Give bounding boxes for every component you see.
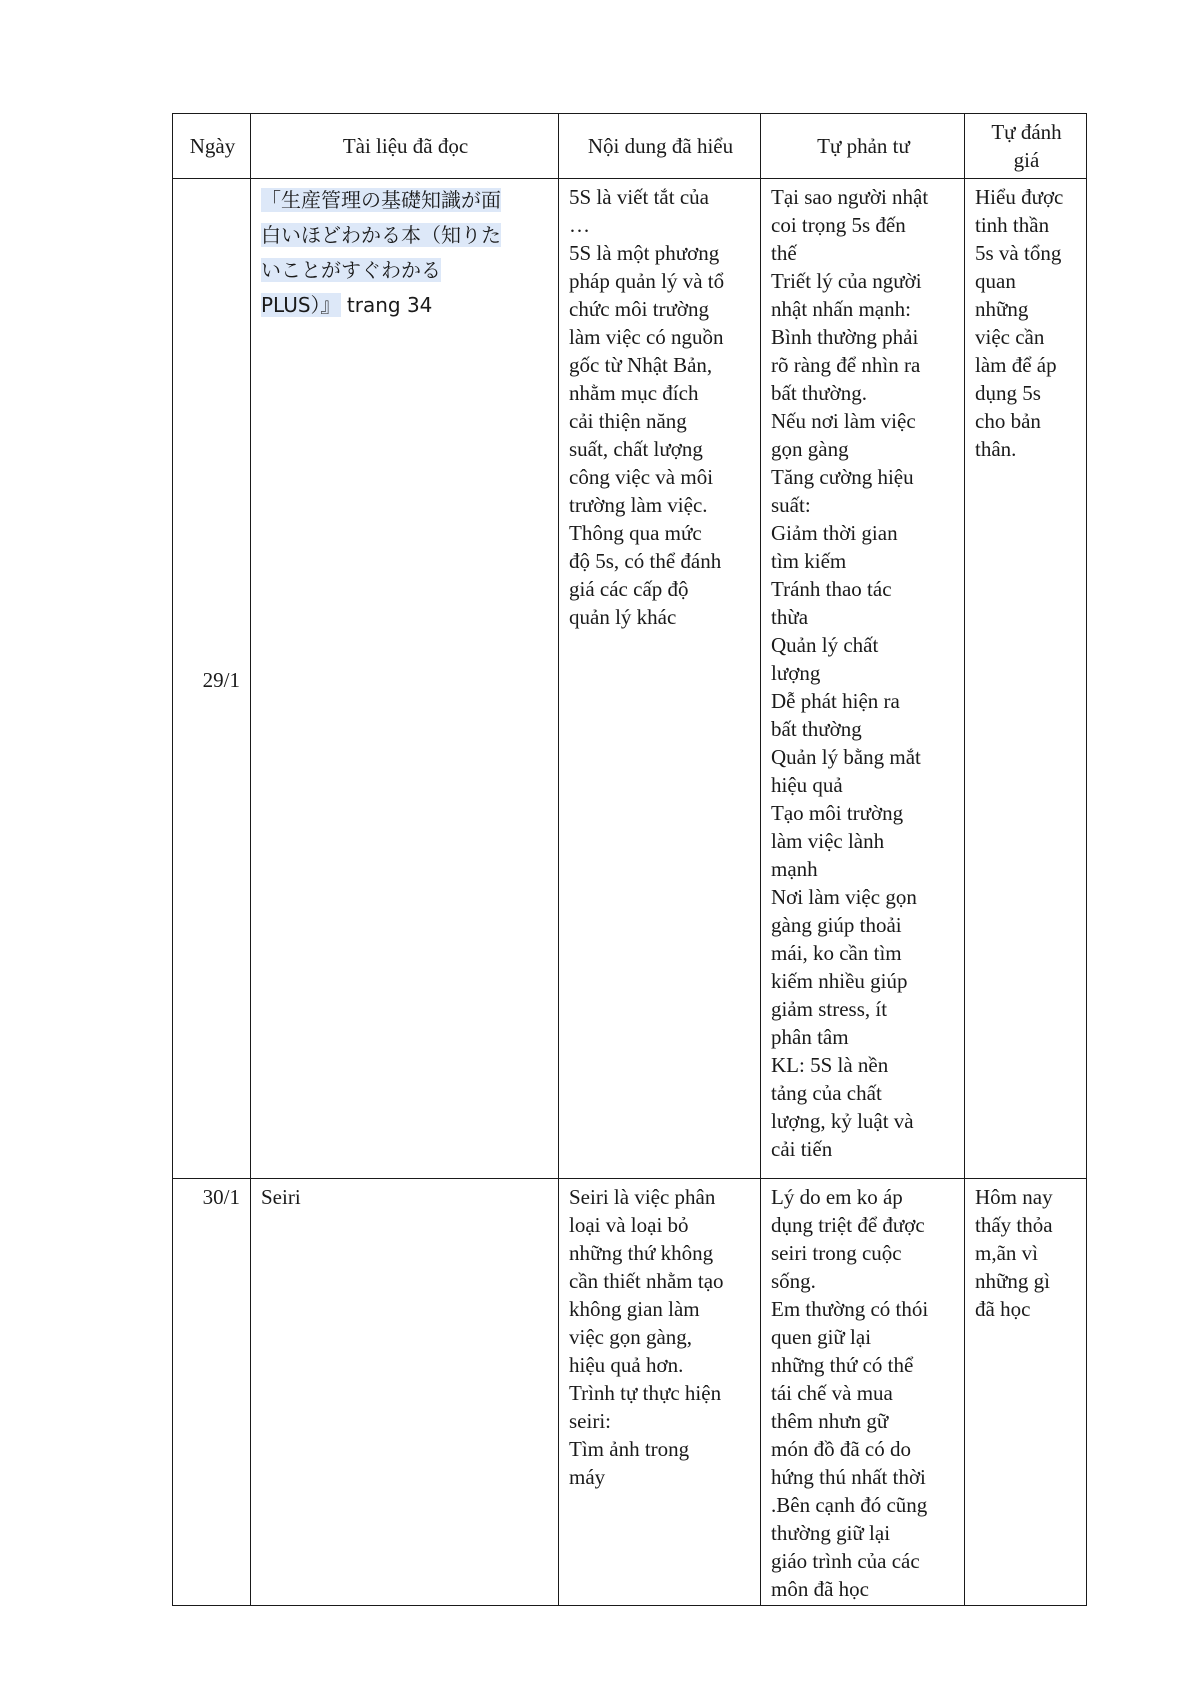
header-material: Tài liệu đã đọc xyxy=(251,114,559,179)
text-line: suất: xyxy=(771,493,811,517)
text-line: Nếu nơi làm việc xyxy=(771,409,916,433)
text-line: Bình thường phải xyxy=(771,325,919,349)
text-line: hiệu quả hơn. xyxy=(569,1353,684,1377)
text-line: lượng, kỷ luật và xyxy=(771,1109,914,1133)
text-line: làm việc có nguồn xyxy=(569,325,724,349)
text-line: thấy thỏa xyxy=(975,1213,1053,1237)
text-line: Tại sao người nhật xyxy=(771,185,929,209)
text-line: m,ãn vì xyxy=(975,1241,1038,1265)
text-line: Dễ phát hiện ra xyxy=(771,689,900,713)
text-line: seiri: xyxy=(569,1409,611,1433)
text-line: Tránh thao tác xyxy=(771,577,892,601)
header-evaluation-line-1: Tự đánh xyxy=(991,120,1062,144)
text-line: mái, ko cần tìm xyxy=(771,941,902,965)
header-date: Ngày xyxy=(173,114,251,179)
text-line: … xyxy=(569,213,590,237)
text-line: Trình tự thực hiện xyxy=(569,1381,722,1405)
table-row xyxy=(173,179,1087,1179)
text-line: những thứ không xyxy=(569,1241,714,1265)
row-evaluation xyxy=(965,179,1087,1179)
text-line: 5S là viết tắt của xyxy=(569,185,709,209)
book-title-line-2: 白いほどわかる本（知りた xyxy=(261,223,501,247)
text-line: thân. xyxy=(975,437,1017,461)
text-line: Giảm thời gian xyxy=(771,521,898,545)
text-line: quản lý khác xyxy=(569,605,677,629)
text-line: thêm nhưn gữ xyxy=(771,1409,889,1433)
text-line: dụng triệt để được xyxy=(771,1213,925,1237)
row-evaluation xyxy=(965,1179,1087,1606)
text-line: Triết lý của người xyxy=(771,269,922,293)
text-line: cải tiến xyxy=(771,1137,833,1161)
text-line: làm việc lành xyxy=(771,829,885,853)
text-line: gọn gàng xyxy=(771,437,849,461)
row-understood xyxy=(559,179,761,1179)
header-reflection: Tự phản tư xyxy=(761,114,965,179)
text-line: Em thường có thói xyxy=(771,1297,929,1321)
text-line: gốc từ Nhật Bản, xyxy=(569,353,713,377)
text-line: đã học xyxy=(975,1297,1031,1321)
text-line: giảm stress, ít xyxy=(771,997,888,1021)
text-line: Nơi làm việc gọn xyxy=(771,885,917,909)
text-line: cần thiết nhằm tạo xyxy=(569,1269,724,1293)
book-title-line-4: PLUS）』 xyxy=(261,293,341,317)
text-line: trường làm việc. xyxy=(569,493,708,517)
text-line: không gian làm xyxy=(569,1297,700,1321)
text-line: hiệu quả xyxy=(771,773,843,797)
table-row xyxy=(173,1179,1087,1606)
text-line: bất thường. xyxy=(771,381,867,405)
text-line: việc gọn gàng, xyxy=(569,1325,693,1349)
text-line: Lý do em ko áp xyxy=(771,1185,903,1209)
text-line: tái chế và mua xyxy=(771,1381,893,1405)
text-line: suất, chất lượng xyxy=(569,437,703,461)
page-reference: trang 34 xyxy=(340,293,433,317)
text-line: .Bên cạnh đó cũng xyxy=(771,1493,928,1517)
text-line: rõ ràng để nhìn ra xyxy=(771,353,921,377)
text-line: nhật nhấn mạnh: xyxy=(771,297,911,321)
text-line: việc cần xyxy=(975,325,1045,349)
text-line: dụng 5s xyxy=(975,381,1041,405)
text-line: seiri trong cuộc xyxy=(771,1241,902,1265)
text-line: quan xyxy=(975,269,1016,293)
row-date: 30/1 xyxy=(173,1179,251,1606)
text-line: độ 5s, có thể đánh xyxy=(569,549,722,573)
row-understood xyxy=(559,1179,761,1606)
text-line: giáo trình của các xyxy=(771,1549,920,1573)
text-line: tảng của chất xyxy=(771,1081,882,1105)
text-line: cho bản xyxy=(975,409,1041,433)
text-line: Seiri là việc phân xyxy=(569,1185,716,1209)
text-line: Tạo môi trường xyxy=(771,801,904,825)
row-material xyxy=(251,179,559,1179)
text-line: Tìm ảnh trong xyxy=(569,1437,690,1461)
row-reflection xyxy=(761,179,965,1179)
text-line: món đồ đã có do xyxy=(771,1437,911,1461)
header-evaluation-line-2: giá xyxy=(1013,148,1040,172)
row-material: Seiri xyxy=(251,1179,559,1606)
text-line: sống. xyxy=(771,1269,816,1293)
text-line: máy xyxy=(569,1465,606,1489)
text-line: mạnh xyxy=(771,857,818,881)
text-line: Quản lý bằng mắt xyxy=(771,745,921,769)
header-understood: Nội dung đã hiểu xyxy=(559,114,761,179)
text-line: KL: 5S là nền xyxy=(771,1053,889,1077)
text-line: 5s và tổng xyxy=(975,241,1062,265)
text-line: cải thiện năng xyxy=(569,409,687,433)
text-line: Hôm nay xyxy=(975,1185,1053,1209)
text-line: Thông qua mức xyxy=(569,521,702,545)
text-line: pháp quản lý và tổ xyxy=(569,269,725,293)
text-line: thừa xyxy=(771,605,809,629)
text-line: loại và loại bỏ xyxy=(569,1213,689,1237)
text-line: thường giữ lại xyxy=(771,1521,891,1545)
text-line: gàng giúp thoải xyxy=(771,913,902,937)
text-line: thế xyxy=(771,241,797,265)
text-line: những xyxy=(975,297,1029,321)
text-line: quen giữ lại xyxy=(771,1325,872,1349)
text-line: môn đã học xyxy=(771,1577,869,1601)
text-line: kiếm nhiều giúp xyxy=(771,969,908,993)
text-line: những gì xyxy=(975,1269,1050,1293)
text-line: nhằm mục đích xyxy=(569,381,699,405)
text-line: 5S là một phương xyxy=(569,241,720,265)
text-line: công việc và môi xyxy=(569,465,714,489)
text-line: những thứ có thể xyxy=(771,1353,914,1377)
header-row xyxy=(173,114,1087,179)
text-line: giá các cấp độ xyxy=(569,577,689,601)
text-line: chức môi trường xyxy=(569,297,710,321)
text-line: phân tâm xyxy=(771,1025,849,1049)
text-line: hứng thú nhất thời xyxy=(771,1465,926,1489)
text-line: bất thường xyxy=(771,717,862,741)
text-line: làm để áp xyxy=(975,353,1057,377)
row-reflection xyxy=(761,1179,965,1606)
text-line: Quản lý chất xyxy=(771,633,879,657)
text-line: tinh thần xyxy=(975,213,1050,237)
text-line: lượng xyxy=(771,661,821,685)
text-line: Tăng cường hiệu xyxy=(771,465,914,489)
book-title-line-1: 「生産管理の基礎知識が面 xyxy=(261,188,501,212)
row-date: 29/1 xyxy=(173,179,251,1179)
text-line: Hiểu được xyxy=(975,185,1064,209)
header-evaluation xyxy=(965,114,1087,179)
text-line: tìm kiếm xyxy=(771,549,847,573)
text-line: coi trọng 5s đến xyxy=(771,213,906,237)
study-journal-table xyxy=(172,113,1087,1606)
book-title-line-3: いことがすぐわかる xyxy=(261,258,441,282)
